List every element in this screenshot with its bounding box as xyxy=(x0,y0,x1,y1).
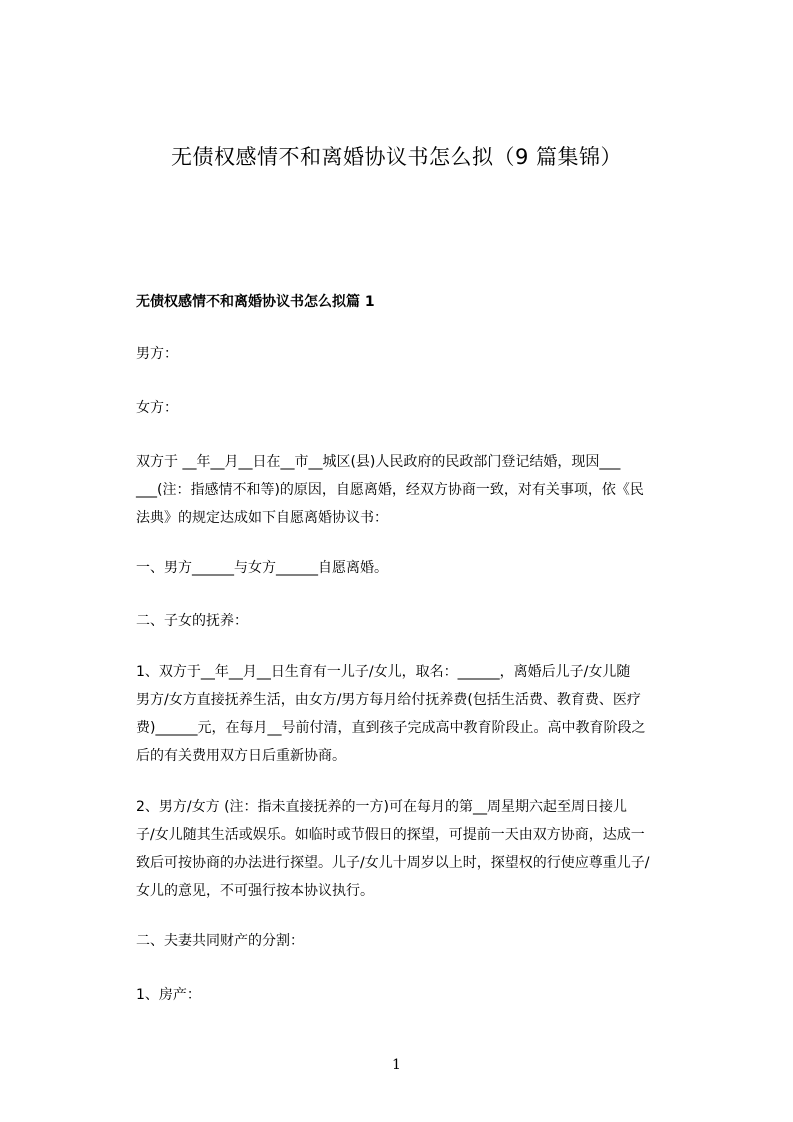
page-number: 1 xyxy=(392,1057,401,1073)
custody-item-2 xyxy=(136,793,702,905)
custody-item-1 xyxy=(136,658,702,770)
intro-line-3: 法典》的规定达成如下自愿离婚协议书： xyxy=(136,510,388,526)
custody-item-1-line-4: 后的有关费用双方日后重新协商。 xyxy=(136,748,346,764)
intro-line-2: ___(注：指感情不和等)的原因，自愿离婚，经双方协商一致，对有关事项，依《民 xyxy=(136,482,644,498)
custody-item-2-line-3: 致后可按协商的办法进行探望。儿子/女儿十周岁以上时，探望权的行使应尊重儿子/ xyxy=(136,855,650,871)
male-party-label: 男方： xyxy=(136,346,178,362)
female-party-label: 女方： xyxy=(136,400,178,416)
custody-item-1-line-1: 1、双方于__年__月__日生育有一儿子/女儿，取名：______，离婚后儿子/女儿随 xyxy=(136,664,631,680)
clause-divorce: 一、男方______与女方______自愿离婚。 xyxy=(136,560,388,576)
custody-item-2-line-4: 女儿的意见，不可强行按本协议执行。 xyxy=(136,883,374,899)
intro-paragraph xyxy=(136,448,702,532)
intro-line-1: 双方于 __年__月__日在__市__城区(县)人民政府的民政部门登记结婚，现因___ xyxy=(136,454,621,470)
property-item-house: 1、房产： xyxy=(136,987,201,1003)
custody-item-1-line-2: 男方/女方直接抚养生活，由女方/男方每月给付抚养费(包括生活费、教育费、医疗 xyxy=(136,692,641,708)
custody-item-2-line-1: 2、男方/女方 (注：指未直接抚养的一方)可在每月的第__周星期六起至周日接儿 xyxy=(136,799,627,815)
clause-child-custody: 二、子女的抚养： xyxy=(136,613,248,629)
clause-property-division: 二、夫妻共同财产的分割： xyxy=(136,933,304,949)
section-heading: 无债权感情不和离婚协议书怎么拟篇 1 xyxy=(136,294,375,310)
custody-item-2-line-2: 子/女儿随其生活或娱乐。如临时或节假日的探望，可提前一天由双方协商，达成一 xyxy=(136,827,645,843)
custody-item-1-line-3: 费)______元，在每月__号前付清，直到孩子完成高中教育阶段止。高中教育阶段之 xyxy=(136,720,646,736)
document-title: 无债权感情不和离婚协议书怎么拟（9 篇集锦） xyxy=(170,145,623,169)
